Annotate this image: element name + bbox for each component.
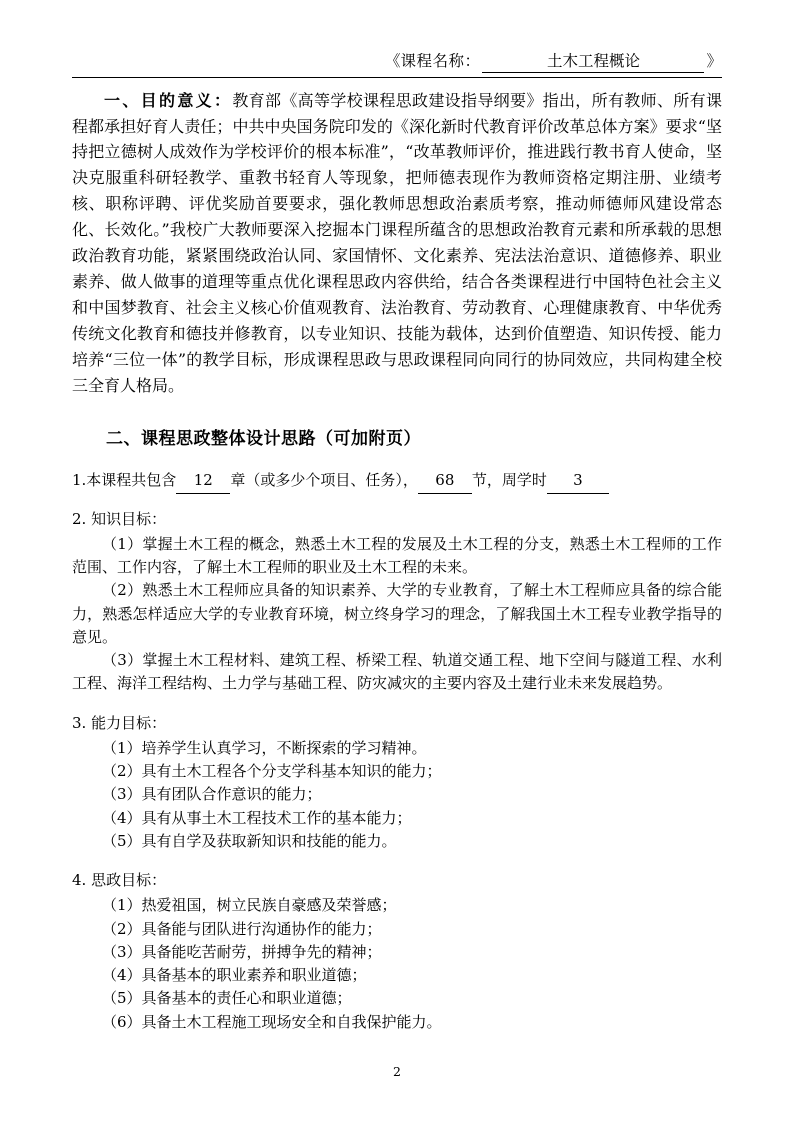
structure-prefix: 1.本课程共包含 bbox=[72, 471, 177, 490]
ability-goal-item: （5）具有自学及获取新知识和技能的能力。 bbox=[102, 831, 397, 850]
structure-mid-2: 节，周学时 bbox=[471, 471, 547, 490]
document-header bbox=[72, 52, 722, 73]
knowledge-goals-title: 2. 知识目标： bbox=[72, 509, 167, 528]
course-name-value: 土木工程概论 bbox=[482, 52, 704, 73]
knowledge-goal-item: （3）掌握土木工程材料、建筑工程、桥梁工程、轨道交通工程、地下空间与隧道工程、水利工程、海洋工程结构、土力学与基础工程、防灾减灾的主要内容及土建行业未来发展趋势。 bbox=[72, 651, 722, 693]
ideological-goals-title: 4. 思政目标： bbox=[72, 871, 167, 890]
knowledge-goals-group bbox=[72, 508, 722, 696]
structure-mid-1: 章（或多少个项目、任务）， bbox=[230, 471, 418, 490]
ideological-goal-item: （4）具备基本的职业素养和职业道德； bbox=[102, 966, 367, 985]
knowledge-goal-item: （2）熟悉土木工程师应具备的知识素养、大学的专业教育，了解土木工程师应具备的综合能力，熟悉怎样适应大学的专业教育环境，树立终身学习的理念，了解我国土木工程专业教学指导的意见。 bbox=[72, 581, 722, 646]
ideological-goal-item: （2）具备能与团队进行沟通协作的能力； bbox=[102, 919, 382, 938]
section-2-heading: 二、课程思政整体设计思路（可加附页） bbox=[106, 429, 421, 450]
chapter-count-blank: 12 bbox=[176, 469, 230, 493]
ideological-goals-group bbox=[72, 869, 722, 1034]
section-2-body bbox=[72, 469, 722, 1034]
page-number: 2 bbox=[393, 1064, 401, 1079]
section-1-paragraph bbox=[72, 88, 722, 399]
header-bracket-left: 《 bbox=[384, 52, 401, 70]
course-structure-line bbox=[72, 469, 722, 493]
ideological-goal-item: （1）热爱祖国，树立民族自豪感及荣誉感； bbox=[102, 896, 397, 915]
ability-goal-item: （1）培养学生认真学习，不断探索的学习精神。 bbox=[102, 738, 427, 757]
weekly-hours-blank: 3 bbox=[547, 469, 609, 493]
header-label: 课程名称： bbox=[400, 52, 481, 70]
ideological-goal-item: （3）具备能吃苦耐劳，拼搏争先的精神； bbox=[102, 942, 382, 961]
section-1-text: 教育部《高等学校课程思政建设指导纲要》指出，所有教师、所有课程都承担好育人责任；中共中央国务院印发的《深化新时代教育评价改革总体方案》要求“坚持把立德树人成效作为学校评价的根本标准”，“改革教师评价，推进践行教书育人使命，坚决克服重科研轻教学、重教书轻育人等现象，把师德表现作为教师资格定期注册、业绩考核、职称评聘、评优奖励首要要求，强化教师思想政治素质考察，推动师德师风建设常态化、长效化。”我校广大教师要深入挖掘本门课程所蕴含的思想政治教育元素和所承载的思想政治教育功能，紧紧围绕政治认同、家国情怀、文化素养、宪法法治意识、道德修养、职业素养、做人做事的道理等重点优化课程思政内容供给，结合各类课程进行中国特色社会主义和中国梦教育、社会主义核心价值观教育、法治教育、劳动教育、心理健康教育、中华优秀传统文化教育和德技并修教育，以专业知识、技能为载体，达到价值塑造、知识传授、能力培养“三位一体”的教学目标，形成课程思政与思政课程同向同行的协同效应，共同构建全校三全育人格局。 bbox=[72, 90, 722, 395]
ideological-goal-item: （6）具备土木工程施工现场安全和自我保护能力。 bbox=[102, 1012, 442, 1031]
header-divider bbox=[72, 77, 722, 78]
ability-goals-title: 3. 能力目标： bbox=[72, 713, 167, 732]
ideological-goal-item: （5）具备基本的责任心和职业道德； bbox=[102, 989, 352, 1008]
knowledge-goal-item: （1）掌握土木工程的概念，熟悉土木工程的发展及土木工程的分支，熟悉土木工程师的工作范围、工作内容，了解土木工程师的职业及土木工程的未来。 bbox=[72, 534, 722, 577]
section-1-heading: 一、目的意义： bbox=[104, 90, 233, 110]
ability-goal-item: （4）具有从事土木工程技术工作的基本能力； bbox=[102, 808, 412, 827]
period-count-blank: 68 bbox=[418, 469, 472, 493]
ability-goals-group bbox=[72, 712, 722, 854]
ability-goal-item: （3）具有团队合作意识的能力； bbox=[102, 785, 322, 804]
header-bracket-right: 》 bbox=[706, 52, 722, 70]
ability-goal-item: （2）具有土木工程各个分支学科基本知识的能力； bbox=[102, 762, 442, 781]
